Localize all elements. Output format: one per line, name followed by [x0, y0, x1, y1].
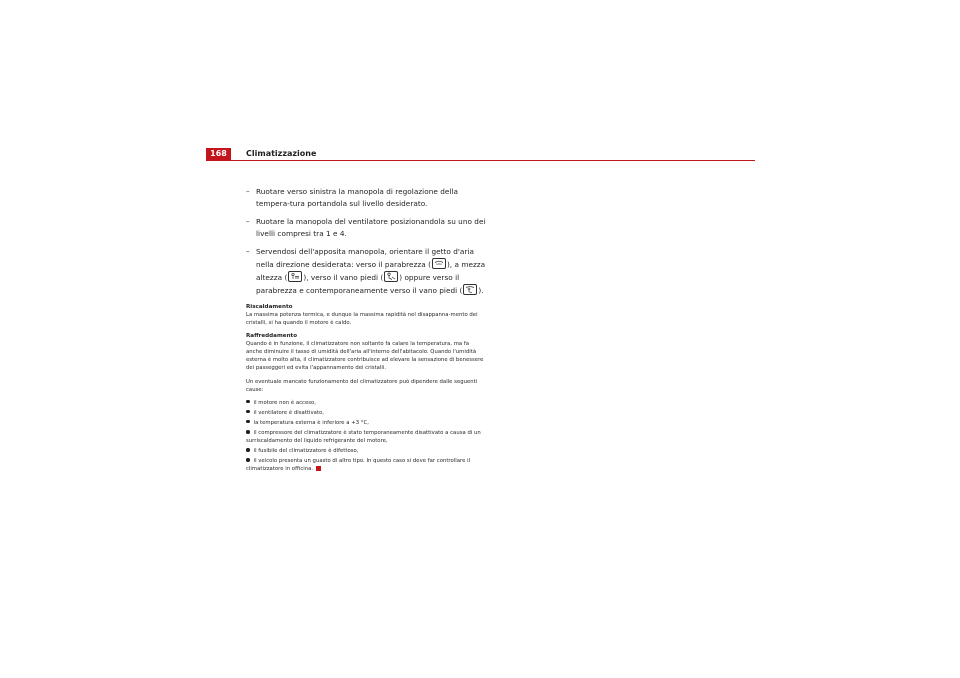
heating-text: La massima potenza termica, e dunque la massima rapidità nel disappanna-mento dei cristalli, si ha quando il motore è caldo. — [246, 312, 478, 327]
page-number: 168 — [206, 148, 231, 160]
windscreen-footwell-vent-icon — [463, 284, 477, 295]
section-end-marker — [316, 466, 321, 471]
step-text: ), verso il vano piedi ( — [303, 273, 384, 282]
cause-text: il ventilatore è disattivato, — [253, 409, 324, 416]
step-text: ). — [478, 286, 484, 295]
bullet-icon — [246, 430, 250, 434]
cause-text: il fusibile del climatizzatore è difettoso, — [253, 448, 359, 455]
heating-heading: Riscaldamento — [246, 304, 293, 310]
cause-item — [246, 447, 486, 455]
cooling-heading: Raffreddamento — [246, 333, 298, 340]
cause-text: il motore non è acceso, — [253, 399, 316, 406]
cause-item — [246, 409, 486, 417]
bullet-icon — [246, 448, 250, 452]
bullet-icon — [246, 458, 250, 462]
cause-text: la temperatura esterna è inferiore a +3 °C, — [253, 419, 369, 426]
cooling-text: Quando è in funzione, il climatizzatore non soltanto fa calare la temperatura, ma fa anche diminuire il tasso di umidità dell'aria all'interno dell'abitacolo. Quando l'umidità esterna è molto alta, il climatizzatore contribuisce ad elevare la sensazione di benessere dei passeggeri ed evita l'appannamento dei cristalli. — [246, 341, 484, 372]
cause-text: il compressore del climatizzatore è stato temporaneamente disattivato a causa di un surriscaldamento del liquido refrigerante del motore, — [246, 430, 481, 445]
cause-item — [246, 429, 486, 445]
step-dash: – — [246, 217, 250, 226]
face-vent-icon — [288, 271, 302, 282]
cause-item — [246, 457, 486, 473]
step-dash: – — [246, 247, 250, 256]
instruction-step — [246, 186, 486, 210]
bullet-icon — [246, 420, 250, 424]
step-text: Ruotare la manopola del ventilatore posizionandola su uno dei livelli compresi tra 1 e 4. — [256, 217, 486, 238]
windscreen-vent-icon — [432, 258, 446, 269]
cause-text: il veicolo presenta un guasto di altro tipo. In questo caso si deve far controllare il climatizzatore in officina. — [246, 458, 471, 473]
header-divider — [206, 160, 755, 161]
step-text: Ruotare verso sinistra la manopola di regolazione della tempera-tura portandola sul livello desiderato. — [256, 187, 458, 208]
instruction-step — [246, 216, 486, 240]
step-text: ) oppure verso il parabrezza e contemporaneamente verso il vano piedi ( — [256, 273, 463, 295]
section-title: Climatizzazione — [246, 149, 317, 158]
step-text: ), a mezza altezza ( — [256, 260, 486, 282]
footwell-vent-icon — [384, 271, 398, 282]
content-column — [246, 186, 486, 476]
bullet-icon — [246, 400, 250, 404]
cause-item — [246, 399, 486, 407]
step-dash: – — [246, 187, 250, 196]
instruction-step — [246, 246, 486, 297]
step-text: Servendosi dell'apposita manopola, orientare il getto d'aria nella direzione desiderata: verso il parabrezza ( — [256, 247, 474, 269]
causes-intro: Un eventuale mancato funzionamento del climatizzatore può dipendere dalle seguenti cause: — [246, 378, 478, 393]
cause-item — [246, 419, 486, 427]
bullet-icon — [246, 410, 250, 414]
